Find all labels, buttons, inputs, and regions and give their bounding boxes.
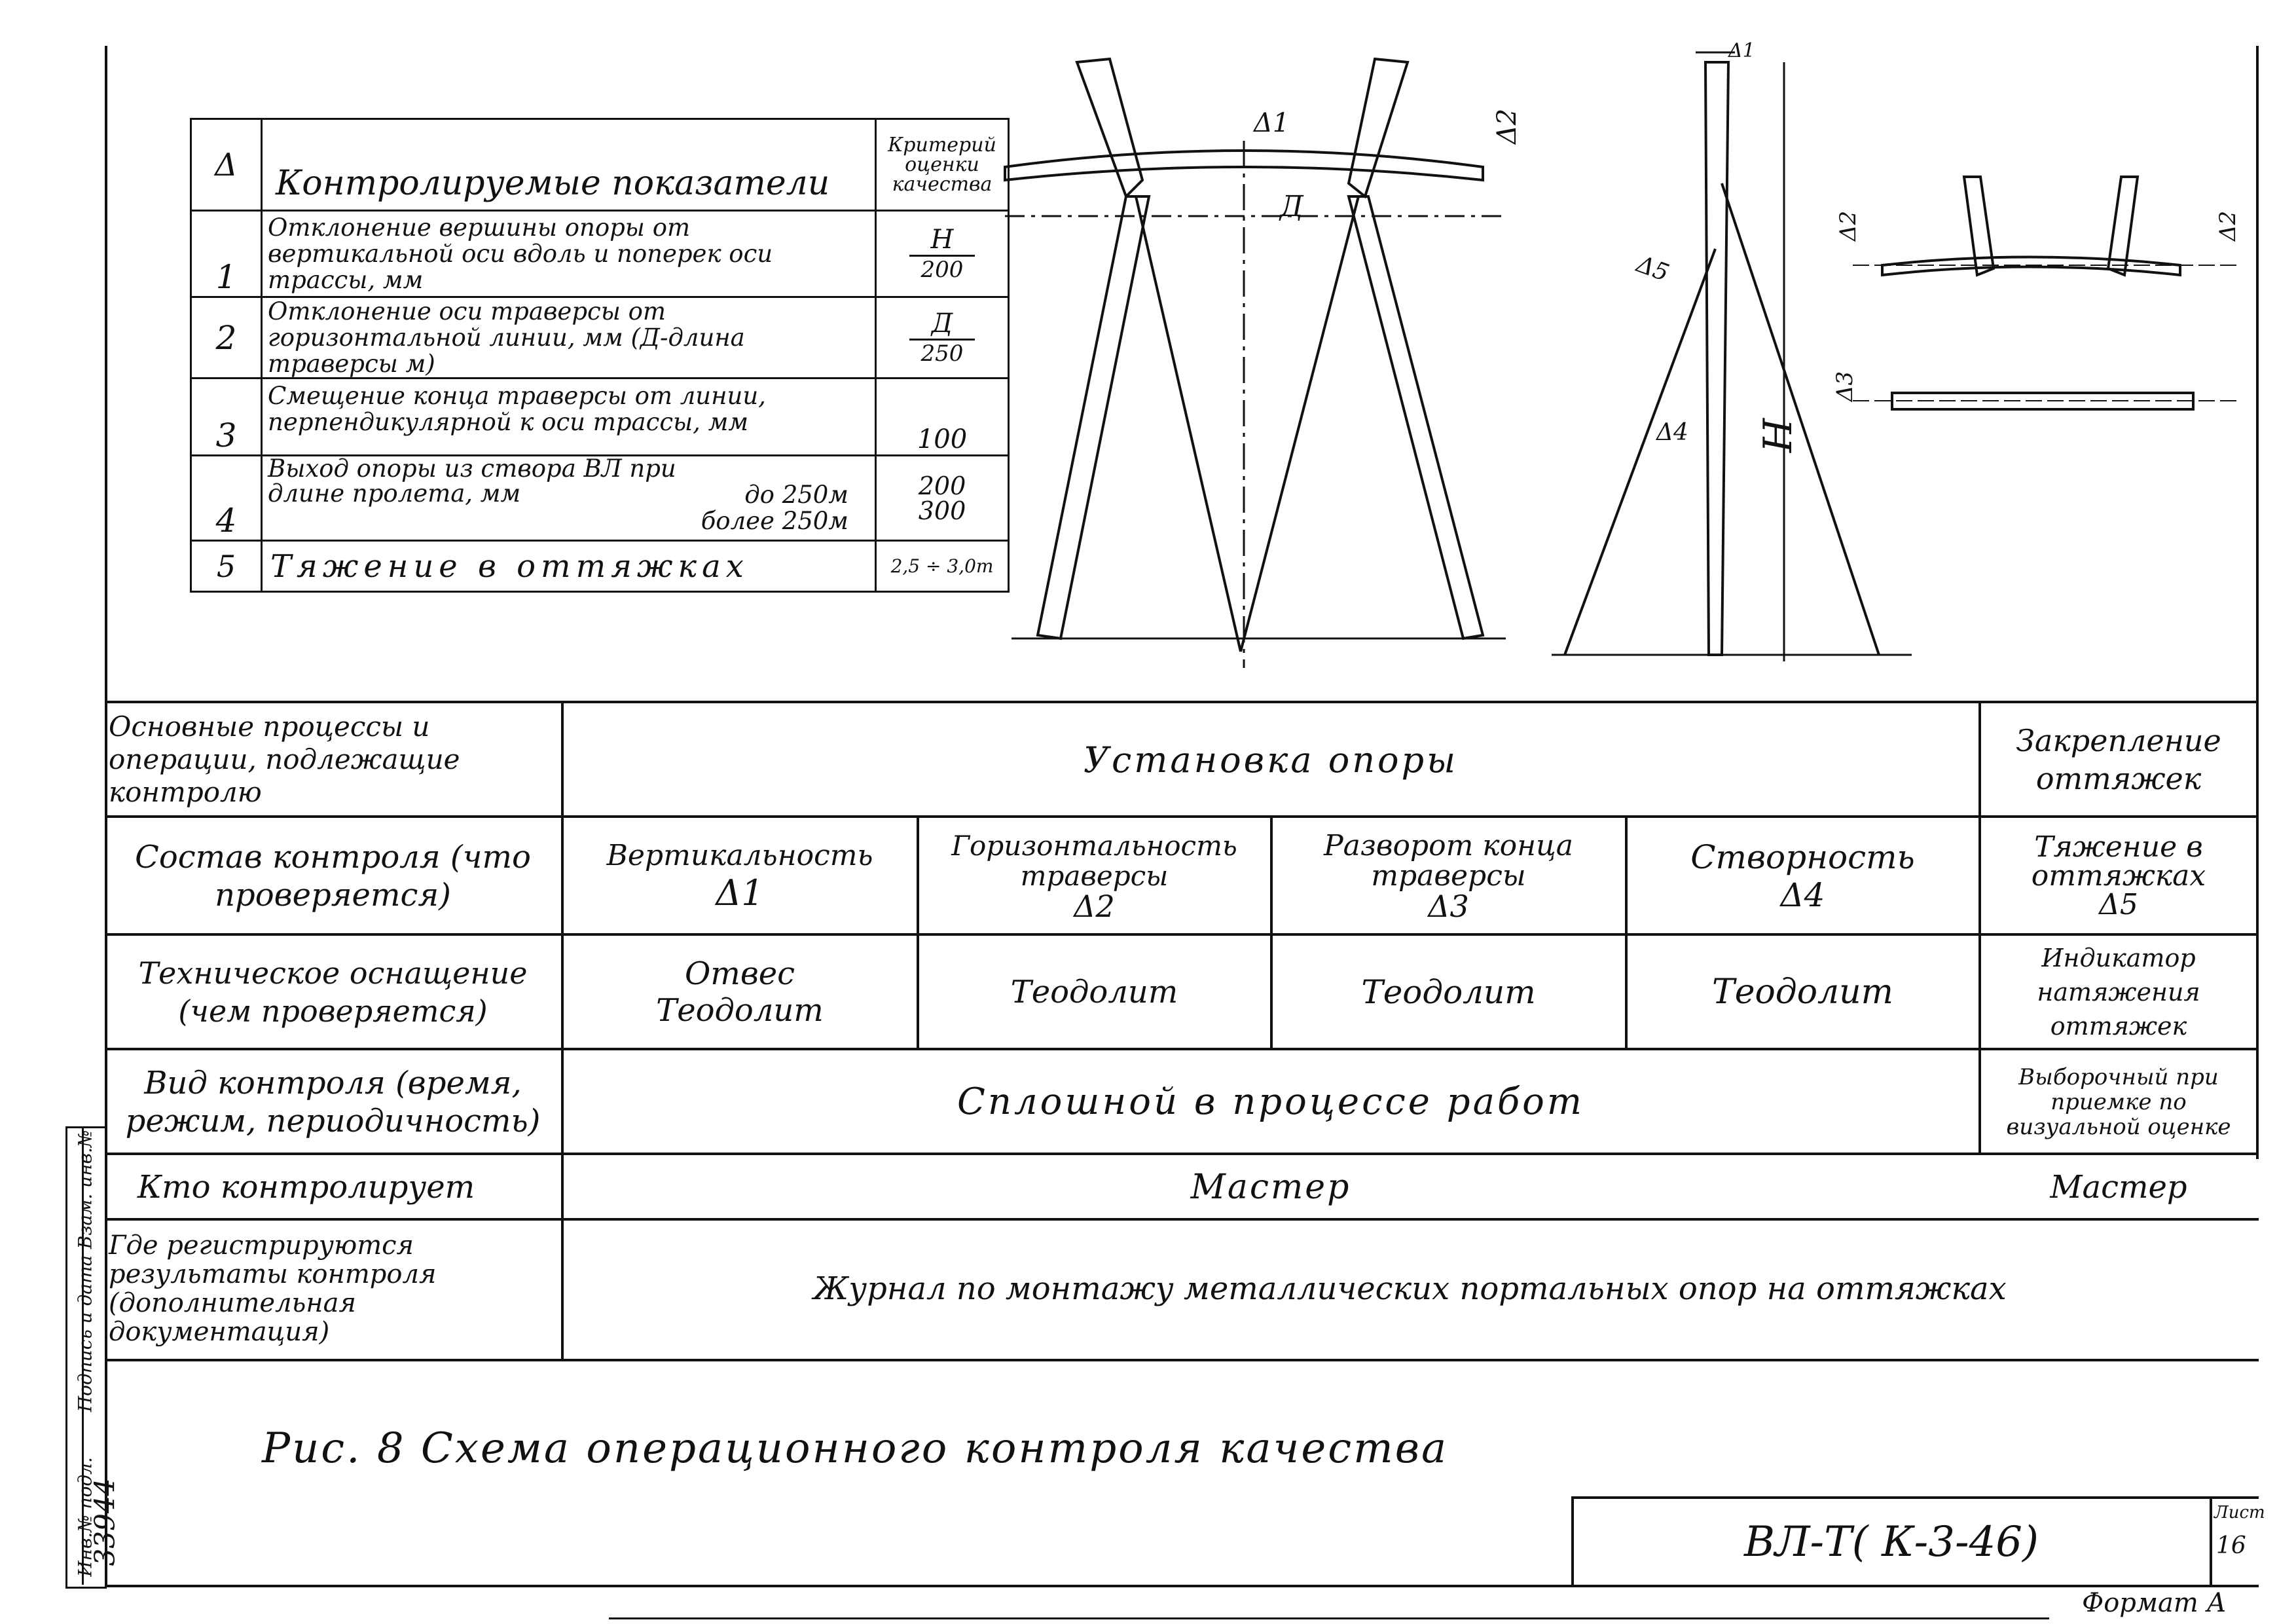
criteria-row-2-denominator: 250	[920, 341, 964, 367]
criteria-row-4-num: 4	[191, 456, 262, 541]
row2-c5: Тяжение в оттяжках	[2031, 830, 2206, 893]
row2-c4: Створность	[1690, 838, 1915, 876]
main-row-line-3	[105, 1048, 2259, 1050]
criteria-row-2-num: 2	[191, 297, 262, 378]
row5-c5: Мастер	[2050, 1168, 2187, 1206]
row5-main: Мастер	[1190, 1167, 1351, 1207]
main-row-line-4	[105, 1153, 2259, 1155]
main-row-line-2	[105, 933, 2259, 936]
stamp-code: ВЛ-Т( К-3-46)	[1744, 1518, 2039, 1566]
row3-c1: Отвес Теодолит	[656, 955, 824, 1029]
row6-main: Журнал по монтажу металлических портальных опор на оттяжках	[813, 1270, 2007, 1307]
row4-main: Сплошной в процессе работ	[957, 1080, 1584, 1123]
row2-c1: Вертикальность	[606, 838, 873, 872]
row2-c2-delta: Δ2	[1074, 888, 1115, 924]
row2-c5-cell	[1981, 819, 2256, 933]
criteria-row-2-numerator: Д	[909, 308, 975, 341]
label-d2-left: Δ2	[1835, 210, 1862, 242]
label-d3: Δ3	[1832, 371, 1859, 402]
side-view-tower	[1552, 52, 1912, 661]
row2-c3-delta: Δ3	[1428, 888, 1469, 924]
row2-c3: Разворот конца траверсы	[1324, 828, 1573, 893]
criteria-row-5-text: Тяжение в оттяжках	[262, 541, 876, 592]
criteria-row-3-value: 100	[876, 378, 1009, 456]
tower-drawings	[0, 0, 2296, 707]
criteria-row-4-text: Выход опоры из створа ВЛ при длине пролета, мм	[268, 454, 676, 507]
stamp-sheet-number: 16	[2216, 1532, 2246, 1559]
stamp-divider	[2210, 1496, 2212, 1585]
figure-caption: Рис. 8 Схема операционного контроля качества	[262, 1424, 1449, 1473]
row2-c2-cell	[919, 819, 1269, 933]
frame-bottom-extra	[609, 1617, 2049, 1619]
criteria-row-3-num: 3	[191, 378, 262, 456]
label-d5: Δ5	[1633, 250, 1673, 287]
label-d2-right: Δ2	[2215, 210, 2242, 242]
side-stamp-inv-number: 33944	[88, 1478, 121, 1566]
row4-label: Вид контроля (время, режим, периодичность)	[125, 1064, 541, 1139]
criteria-row-3-text: Смещение конца траверсы от линии, перпендикулярной к оси трассы, мм	[262, 378, 876, 456]
row2-c4-delta: Δ4	[1780, 876, 1825, 914]
row1-label: Основные процессы и операции, подлежащие контролю	[109, 710, 460, 808]
row1-install: Установка опоры	[1083, 739, 1459, 781]
row2-c4-cell	[1628, 819, 1978, 933]
label-d1-side: Δ1	[1728, 39, 1755, 62]
main-row-line-1	[105, 815, 2259, 818]
criteria-row-1-num: 1	[191, 211, 262, 297]
criteria-header-criterion: Критерий оценки качества	[876, 119, 1009, 211]
row1-fix: Закрепление оттяжек	[2016, 723, 2221, 796]
criteria-row-2-text: Отклонение оси траверсы от горизонтальной линии, мм (Д-длина траверсы м)	[262, 297, 876, 378]
criteria-row-4-value2: 300	[918, 496, 966, 525]
row3-c2: Теодолит	[1010, 974, 1178, 1010]
criteria-row-5-value: 2,5 ÷ 3,0т	[876, 541, 1009, 592]
stamp-format: Формат А	[2082, 1588, 2227, 1618]
front-view-tower	[1005, 59, 1506, 668]
main-row-line-5	[105, 1218, 2259, 1221]
side-stamp-inv-label: Инв.№ подл.	[74, 1457, 96, 1577]
criteria-row-4-value1: 200	[918, 471, 966, 500]
row4-c5: Выборочный при приемке по визуальной оценке	[2006, 1063, 2231, 1140]
side-stamp-replace-label: Взам. инв.№	[74, 1130, 96, 1249]
label-h: Н	[1755, 418, 1802, 453]
main-table-top	[105, 701, 2259, 703]
row2-c1-delta: Δ1	[716, 872, 764, 913]
row3-label: Техническое оснащение (чем проверяется)	[138, 955, 528, 1029]
criteria-header-symbol: Δ	[191, 119, 262, 211]
main-row-line-6	[105, 1359, 2259, 1361]
criteria-row-1-numerator: Н	[909, 225, 975, 257]
row2-c2: Горизонтальность траверсы	[951, 829, 1237, 892]
label-d4: Δ4	[1656, 419, 1688, 446]
row3-c3: Теодолит	[1361, 973, 1536, 1011]
stamp-sheet-label: Лист	[2214, 1503, 2265, 1522]
row3-c4: Теодолит	[1712, 972, 1893, 1012]
row2-label: Состав контроля (что проверяется)	[135, 838, 531, 913]
row5-label: Кто контролирует	[137, 1168, 475, 1206]
criteria-header-indicator: Контролируемые показатели	[262, 119, 876, 211]
label-d-front: Д	[1280, 190, 1303, 223]
label-d2-front: Δ2	[1492, 108, 1523, 145]
small-tower-view	[1853, 177, 2242, 409]
row2-c5-delta: Δ5	[2099, 887, 2138, 921]
row6-label: Где регистрируются результаты контроля (дополнительная документация)	[109, 1230, 437, 1347]
criteria-row-1-text: Отклонение вершины опоры от вертикальной оси вдоль и поперек оси трассы, мм	[262, 211, 876, 297]
side-stamp-sign-label: Подпись и дата	[74, 1255, 96, 1412]
criteria-row-4-sub2: более 250м	[701, 507, 848, 535]
criteria-row-5-num: 5	[191, 541, 262, 592]
criteria-row-4-sub1: до 250м	[744, 481, 848, 509]
criteria-row-1-denominator: 200	[920, 257, 964, 283]
label-d1-front: Δ1	[1254, 108, 1290, 138]
row2-c1-cell	[564, 819, 916, 933]
row3-c5: Индикатор натяжения оттяжек	[2037, 944, 2200, 1041]
row2-c3-cell	[1273, 819, 1624, 933]
